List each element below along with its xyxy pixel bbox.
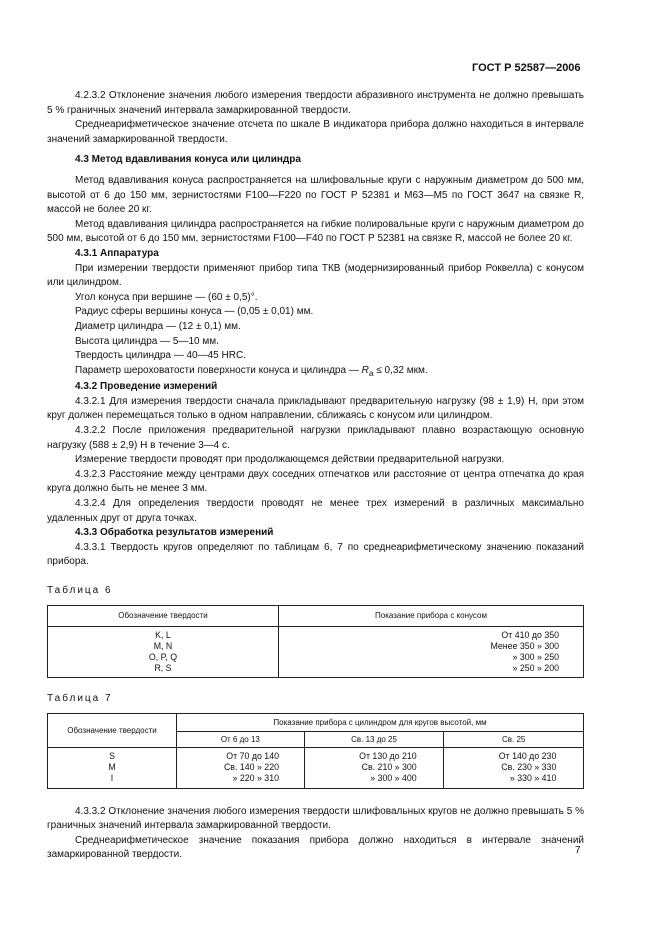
spec-text: Параметр шероховатости поверхности конуса и цилиндра — bbox=[75, 364, 362, 376]
paragraph: 4.3.3.1 Твердость кругов определяют по таблицам 6, 7 по среднеарифметическому значению показаний прибора. bbox=[47, 541, 584, 568]
table-cell: Менее 350 » 300 bbox=[490, 640, 559, 651]
table-header: Показание прибора с цилиндром для кругов высотой, мм bbox=[177, 714, 584, 732]
table-cell: » 300 » 250 bbox=[512, 652, 559, 662]
table-cell: » 220 » 310 bbox=[232, 773, 279, 784]
table-caption: Таблица 7 bbox=[47, 693, 113, 705]
value-column bbox=[304, 748, 444, 789]
value-column bbox=[279, 626, 584, 678]
section-heading: 4.3 Метод вдавливания конуса или цилиндра bbox=[75, 154, 301, 166]
table-header: Обозначение твердости bbox=[48, 714, 177, 748]
table-cell: Св. 140 » 220 bbox=[223, 762, 279, 773]
table-caption: Таблица 6 bbox=[47, 585, 113, 596]
page-number: 7 bbox=[575, 845, 581, 856]
value-column bbox=[177, 748, 305, 789]
paragraph: 4.3.2.2 После приложения предварительной нагрузки прикладывают плавно возрастающую основную нагрузку (588 ± 2,9) Н в течение 3—4 с. bbox=[47, 425, 584, 451]
table-subheader: Св. 13 до 25 bbox=[304, 732, 444, 748]
table-cell: S bbox=[109, 751, 115, 761]
table-cell: От 410 до 350 bbox=[501, 629, 559, 640]
paragraph: При измерении твердости применяют прибор типа ТКВ (модернизированный прибор Роквелла) с конусом или цилиндром. bbox=[47, 262, 584, 289]
document-code: ГОСТ Р 52587—2006 bbox=[472, 62, 581, 74]
spec-text: ≤ 0,32 мкм. bbox=[373, 364, 428, 376]
paragraph: 4.3.2.1 Для измерения твердости сначала прикладывают предварительную нагрузку (98 ± 1,9) Н, при этом круг должен перемещаться только в одном направлении, сближаясь с конусом или цилиндром. bbox=[47, 395, 584, 422]
table-cell: » 250 » 200 bbox=[512, 663, 559, 674]
table-cell: » 330 » 410 bbox=[509, 773, 557, 784]
spec-line: Радиус сферы вершины конуса — (0,05 ± 0,01) мм. bbox=[75, 306, 314, 318]
table-cell: R, S bbox=[154, 663, 172, 674]
subsection-heading: 4.3.2 Проведение измерений bbox=[75, 381, 218, 393]
table-7 bbox=[47, 713, 584, 789]
grade-column bbox=[48, 748, 177, 789]
paragraph: Измерение твердости проводят при продолжающемся действии предварительной нагрузки. bbox=[75, 454, 505, 466]
spec-line: Высота цилиндра — 5—10 мм. bbox=[75, 335, 219, 347]
table-6 bbox=[47, 605, 584, 679]
spec-line: Угол конуса при вершине — (60 ± 0,5)°. bbox=[75, 291, 258, 303]
paragraph: Среднеарифметическое значение отсчета по шкале В индикатора прибора должно находиться в интервале значений замаркированной твердости. bbox=[47, 119, 584, 145]
table-cell: K, L bbox=[155, 629, 171, 640]
paragraph: Метод вдавливания цилиндра распространяется на гибкие полировальные круги с наружным диаметром до 500 мм, высотой от 6 до 150 мм, зернистостями F100—F40 по ГОСТ Р 52381 на связке R, массой не более 20 кг. bbox=[47, 218, 584, 245]
table-cell: Св. 230 » 330 bbox=[501, 762, 557, 773]
subsection-heading: 4.3.3 Обработка результатов измерений bbox=[75, 527, 274, 539]
paragraph: 4.2.3.2 Отклонение значения любого измерения твердости абразивного инструмента не должно превышать 5 % граничных значений интервала замаркированной твердости. bbox=[47, 90, 584, 116]
table-cell: От 130 до 210 bbox=[359, 751, 417, 761]
table-cell: M bbox=[108, 762, 116, 773]
table-cell: От 140 до 230 bbox=[498, 751, 557, 761]
table-cell: » 300 » 400 bbox=[370, 773, 417, 784]
paragraph: 4.3.2.3 Расстояние между центрами двух соседних отпечатков или расстояние от центра отпечатка до края круга должно быть не менее 3 мм. bbox=[47, 468, 584, 495]
spec-line: Диаметр цилиндра — (12 ± 0,1) мм. bbox=[75, 320, 241, 332]
roughness-subscript: a bbox=[368, 367, 374, 378]
subsection-heading: 4.3.1 Аппаратура bbox=[75, 247, 159, 259]
table-subheader: Св. 25 bbox=[444, 732, 584, 748]
value-column bbox=[444, 748, 584, 789]
table-cell: От 70 до 140 bbox=[226, 751, 279, 761]
table-header: Обозначение твердости bbox=[48, 605, 279, 626]
spec-line: Твердость цилиндра — 40—45 HRC. bbox=[75, 350, 246, 362]
table-cell: Св. 210 » 300 bbox=[361, 762, 417, 773]
table-header: Показание прибора с конусом bbox=[279, 605, 584, 626]
paragraph: Метод вдавливания конуса распространяется на шлифовальные круги с наружным диаметром до 500 мм, высотой от 6 до 150 мм, зернистостями F100—F220 по ГОСТ Р 52381 и М63—М5 по ГОСТ 3647 на связке R, массой не более 20 кг. bbox=[47, 174, 584, 216]
page-body bbox=[47, 89, 584, 863]
paragraph: Среднеарифметическое значение показания прибора должно находиться в интервале значений замаркированной твердости. bbox=[47, 834, 584, 861]
roughness-symbol: R bbox=[361, 364, 369, 376]
table-cell: M, N bbox=[153, 640, 173, 651]
table-subheader: От 6 до 13 bbox=[177, 732, 305, 748]
grade-column bbox=[48, 626, 279, 678]
paragraph: 4.3.2.4 Для определения твердости проводят не менее трех измерений в различных максимально удаленных друг от друга точках. bbox=[47, 498, 584, 524]
table-cell: I bbox=[110, 773, 114, 784]
paragraph: 4.3.3.2 Отклонение значения любого измерения твердости шлифовальных кругов не должно превышать 5 % граничных значений интервала замаркированной твердости. bbox=[47, 805, 584, 832]
spec-line bbox=[47, 364, 584, 381]
table-cell: O, P, Q bbox=[148, 652, 178, 662]
